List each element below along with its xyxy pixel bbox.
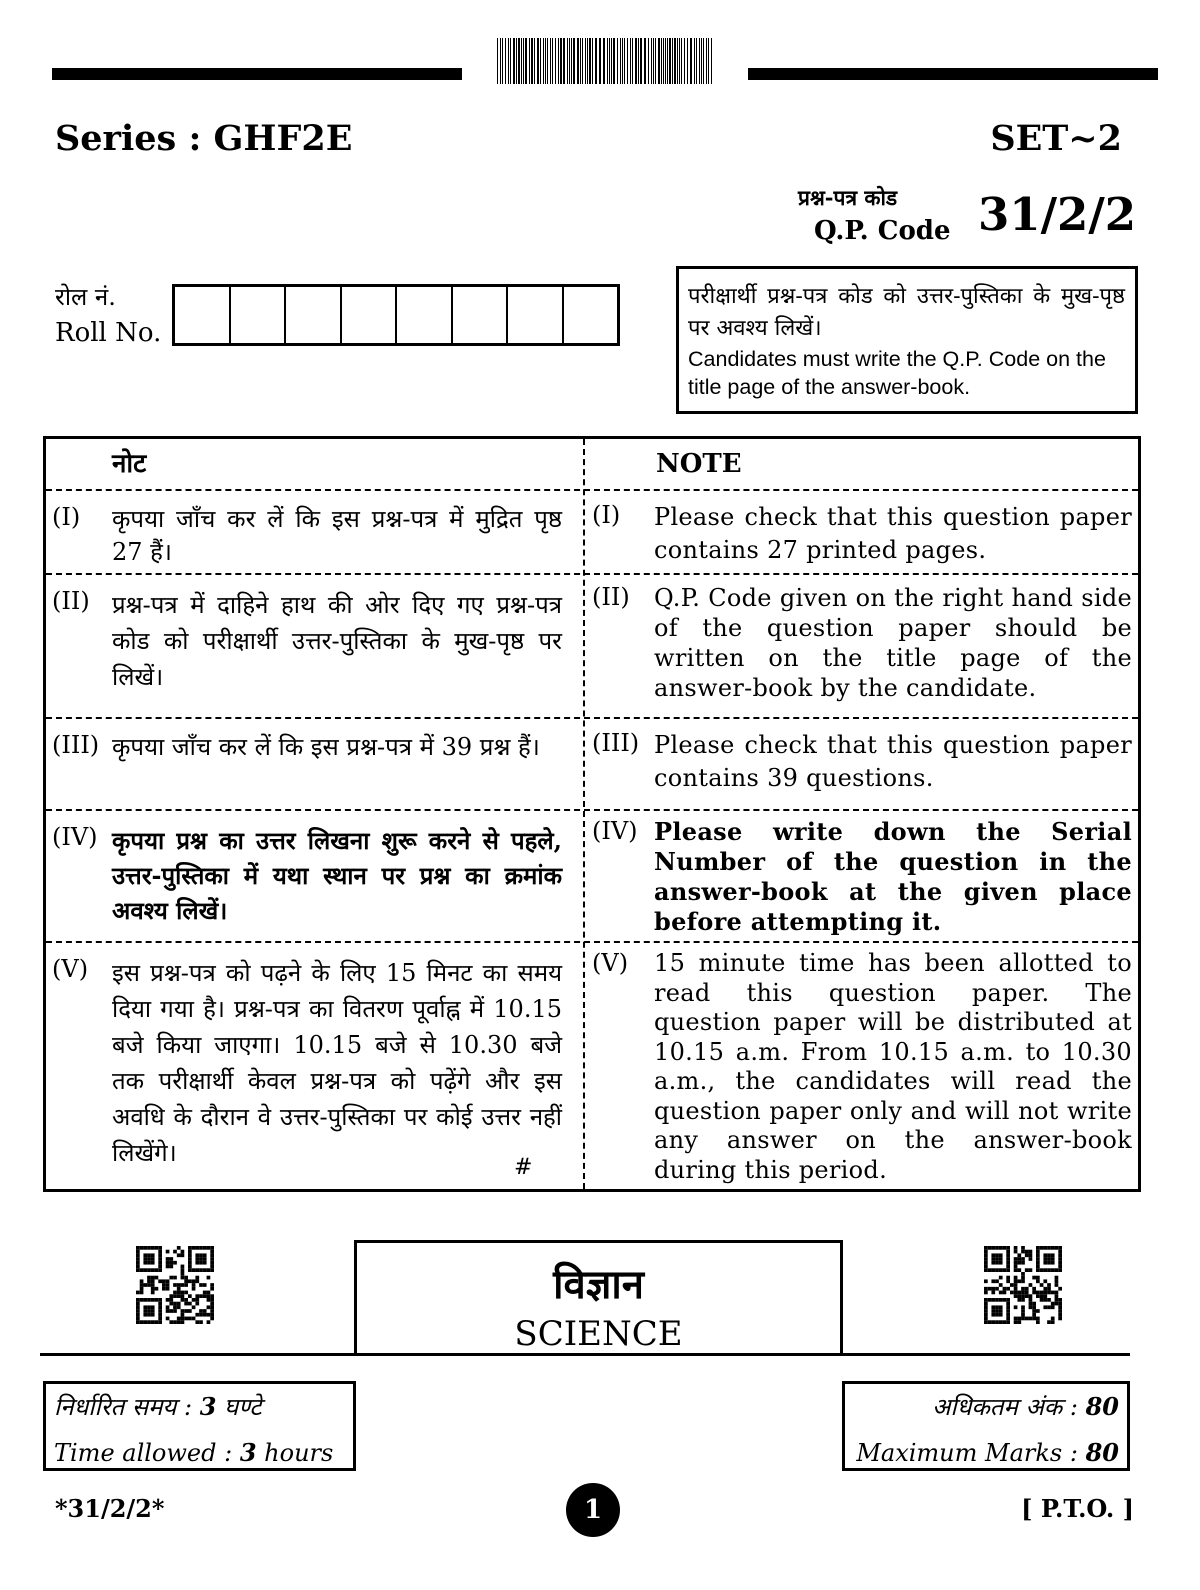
row-divider	[46, 573, 1138, 575]
note-english-text: 15 minute time has been allotted to read this question paper. The question paper will be distributed at 10.15 a.m. From 10.15 a.m. to 10.30 a.m., the candidates will read the question paper only and will not write any answer on the answer-book during this period.	[654, 949, 1132, 1184]
hash-mark: #	[514, 1155, 533, 1180]
note-number: (V)	[592, 949, 629, 977]
qp-code-label-hindi: प्रश्न-पत्र कोड	[798, 185, 898, 210]
note-hindi-text: कृपया प्रश्न का उत्तर लिखना शुरू करने से पहले, उत्तर-पुस्तिका में यथा स्थान पर प्रश्न का क्रमांक अवश्य लिखें।	[112, 826, 562, 925]
notes-header-english: NOTE	[656, 449, 742, 479]
notes-column-divider	[583, 439, 585, 1189]
time-value: 3	[199, 1392, 217, 1421]
note-number: (IV)	[52, 823, 98, 851]
note-hindi-text: इस प्रश्न-पत्र को पढ़ने के लिए 15 मिनट का समय दिया गया है। प्रश्न-पत्र का वितरण पूर्वाह्न में 10.15 बजे किया जाएगा। 10.15 बजे से 10.30 बजे तक परीक्षार्थी केवल प्रश्न-पत्र को पढ़ेंगे और इस अवधि के दौरान वे उत्तर-पुस्तिका पर कोई उत्तर नहीं लिखेंगे।	[112, 959, 562, 1167]
note-hindi-text: कृपया जाँच कर लें कि इस प्रश्न-पत्र में 39 प्रश्न हैं।	[112, 733, 540, 761]
note-number: (I)	[52, 503, 81, 531]
series-label: Series : GHF2E	[55, 118, 353, 159]
row-divider	[46, 809, 1138, 811]
qr-code-icon	[984, 1246, 1062, 1324]
time-allowed-box	[43, 1381, 356, 1471]
time-label: Time allowed :	[54, 1439, 240, 1467]
candidate-instruction-hindi: परीक्षार्थी प्रश्न-पत्र कोड को उत्तर-पुस्तिका के मुख-पृष्ठ पर अवश्य लिखें।	[688, 284, 1125, 341]
qp-code-label: Q.P. Code	[814, 216, 951, 246]
subject-hindi: विज्ञान	[553, 1261, 644, 1308]
marks-value: 80	[1085, 1438, 1119, 1467]
marks-value: 80	[1085, 1392, 1119, 1421]
note-english-text: Please check that this question paper contains 39 questions.	[654, 731, 1132, 792]
qr-code-icon	[136, 1246, 214, 1324]
maximum-marks-box	[842, 1381, 1130, 1471]
note-number: (II)	[52, 587, 90, 615]
marks-label-hindi: अधिकतम अंक :	[932, 1393, 1086, 1421]
please-turn-over: [ P.T.O. ]	[1021, 1494, 1134, 1523]
note-hindi-text: प्रश्न-पत्र में दाहिने हाथ की ओर दिए गए प्रश्न-पत्र कोड को परीक्षार्थी उत्तर-पुस्तिका के मुख-पृष्ठ पर लिखें।	[112, 591, 562, 691]
roll-digit-box[interactable]	[342, 287, 398, 343]
subject-english: SCIENCE	[514, 1314, 683, 1354]
note-hindi-text: कृपया जाँच कर लें कि इस प्रश्न-पत्र में मुद्रित पृष्ठ 27 हैं।	[112, 505, 562, 566]
note-number: (I)	[592, 501, 621, 529]
roll-label: Roll No.	[55, 318, 162, 348]
roll-digit-box[interactable]	[453, 287, 509, 343]
note-number: (V)	[52, 955, 89, 983]
time-value: 3	[239, 1438, 257, 1467]
time-unit: hours	[256, 1439, 334, 1467]
row-divider	[46, 489, 1138, 491]
roll-digit-box[interactable]	[508, 287, 564, 343]
roll-digit-box[interactable]	[564, 287, 618, 343]
roll-digit-box[interactable]	[286, 287, 342, 343]
note-number: (II)	[592, 583, 630, 611]
notes-table	[43, 436, 1141, 1192]
subject-box	[354, 1240, 843, 1354]
notes-header-hindi: नोट	[112, 449, 147, 479]
note-english-text: Please write down the Serial Number of the question in the answer-book at the given place before attempting it.	[654, 817, 1132, 936]
row-divider	[46, 717, 1138, 719]
note-number: (III)	[52, 731, 100, 759]
marks-label: Maximum Marks :	[856, 1439, 1086, 1467]
footer-paper-code: *31/2/2*	[55, 1494, 165, 1523]
note-english-text: Please check that this question paper contains 27 printed pages.	[654, 503, 1132, 564]
roll-digit-box[interactable]	[397, 287, 453, 343]
set-label: SET~2	[990, 118, 1122, 159]
page-number: 1	[566, 1483, 620, 1537]
candidate-instruction-box	[676, 266, 1138, 414]
roll-label-hindi: रोल नं.	[55, 283, 116, 311]
section-rule	[40, 1353, 1130, 1356]
roll-number-boxes[interactable]	[172, 284, 620, 346]
note-english-text: Q.P. Code given on the right hand side of the question paper should be written on the title page of the answer-book by the candidate.	[654, 584, 1132, 702]
time-unit-hindi: घण्टे	[216, 1393, 262, 1421]
qp-code-value: 31/2/2	[978, 188, 1137, 241]
time-label-hindi: निर्धारित समय :	[54, 1393, 200, 1421]
candidate-instruction-english: Candidates must write the Q.P. Code on the title page of the answer-book.	[688, 347, 1106, 399]
header-rule-left	[52, 68, 462, 80]
note-number: (III)	[592, 729, 640, 757]
header-rule-right	[748, 68, 1158, 80]
note-number: (IV)	[592, 817, 638, 845]
roll-digit-box[interactable]	[175, 287, 231, 343]
roll-digit-box[interactable]	[231, 287, 287, 343]
barcode-icon	[497, 38, 715, 84]
row-divider	[46, 941, 1138, 943]
